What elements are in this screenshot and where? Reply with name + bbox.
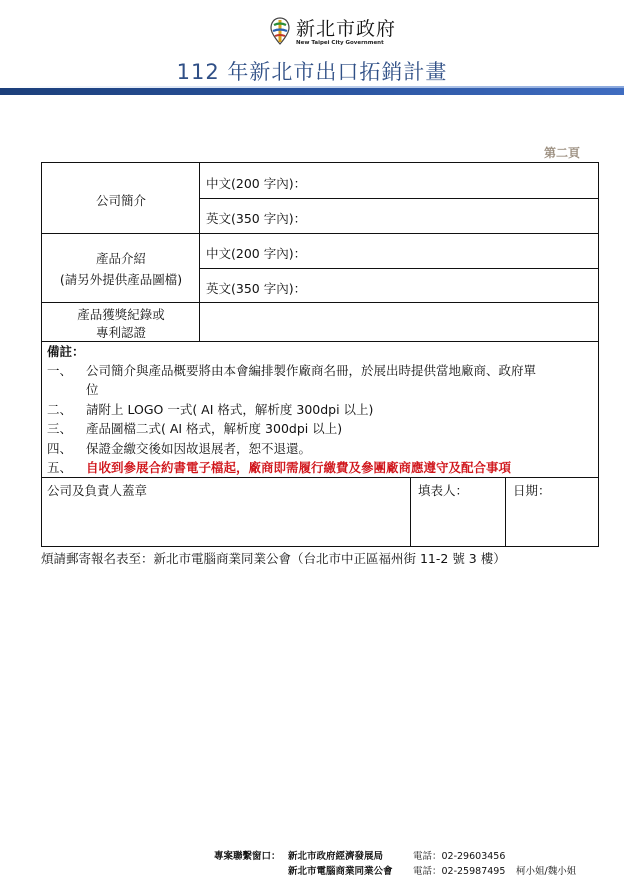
patent-label: 專利認證 [95, 325, 146, 340]
product-intro-zh-field[interactable]: 中文(200 字內)： [206, 246, 307, 261]
note-text: 公司簡介與產品概要將由本會編排製作廠商名冊，於展出時提供當地廠商、政府單 [86, 363, 537, 378]
date-label: 日期： [513, 483, 551, 498]
stamp-label: 公司及負責人蓋章 [47, 483, 148, 498]
company-intro-label: 公司簡介 [95, 193, 146, 208]
note-text: 保證金繳交後如因故退展者，恕不退還。 [86, 441, 312, 456]
filler-label: 填表人： [418, 483, 469, 498]
product-intro-note: (請另外提供產品圖檔) [59, 272, 183, 287]
application-form [41, 162, 599, 547]
company-intro-zh-field[interactable]: 中文(200 字內)： [206, 176, 307, 191]
note-text: 請附上 LOGO 一式( AI 格式，解析度 300dpi 以上) [86, 402, 374, 417]
note-number: 四、 [47, 441, 73, 456]
note-number: 二、 [47, 402, 73, 417]
note-text-continued: 位 [86, 382, 99, 397]
footer-org-1: 新北市政府經濟發展局 [288, 851, 384, 862]
footer-org-2: 新北市電腦商業同業公會 [288, 866, 393, 877]
note-warning-text: 自收到參展合約書電子檔起，廠商即需履行繳費及參團廠商應遵守及配合事項 [86, 460, 512, 475]
city-logo [268, 14, 398, 48]
company-intro-en-field[interactable]: 英文(350 字內)： [206, 211, 307, 226]
footer-phone-1: 電話：02-29603456 [413, 851, 506, 862]
footer-contact-title: 專案聯繫窗口： [214, 851, 281, 862]
page-title: 112 年新北市出口拓銷計畫 [176, 60, 448, 84]
logo-chinese-text: 新北市政府 [296, 18, 397, 40]
note-number: 五、 [47, 460, 73, 475]
city-emblem-icon [268, 16, 292, 46]
note-number: 三、 [47, 421, 73, 436]
awards-label: 產品獲獎紀錄或 [77, 307, 165, 322]
notes-title: 備註： [47, 344, 85, 359]
footer-phone-2: 電話：02-25987495 [413, 866, 506, 877]
mailing-note: 煩請郵寄報名表至：新北市電腦商業同業公會（台北市中正區福州街 11-2 號 3 樓） [41, 551, 506, 566]
logo-english-text: New Taipei City Government [296, 40, 384, 46]
note-text: 產品圖檔二式( AI 格式，解析度 300dpi 以上) [86, 421, 343, 436]
footer-contact-names: 柯小姐/魏小姐 [516, 866, 577, 877]
product-intro-en-field[interactable]: 英文(350 字內)： [206, 281, 307, 296]
page-number: 第二頁 [544, 146, 581, 160]
note-number: 一、 [47, 363, 73, 378]
product-intro-label: 產品介紹 [95, 251, 146, 266]
header-bar [0, 88, 624, 95]
